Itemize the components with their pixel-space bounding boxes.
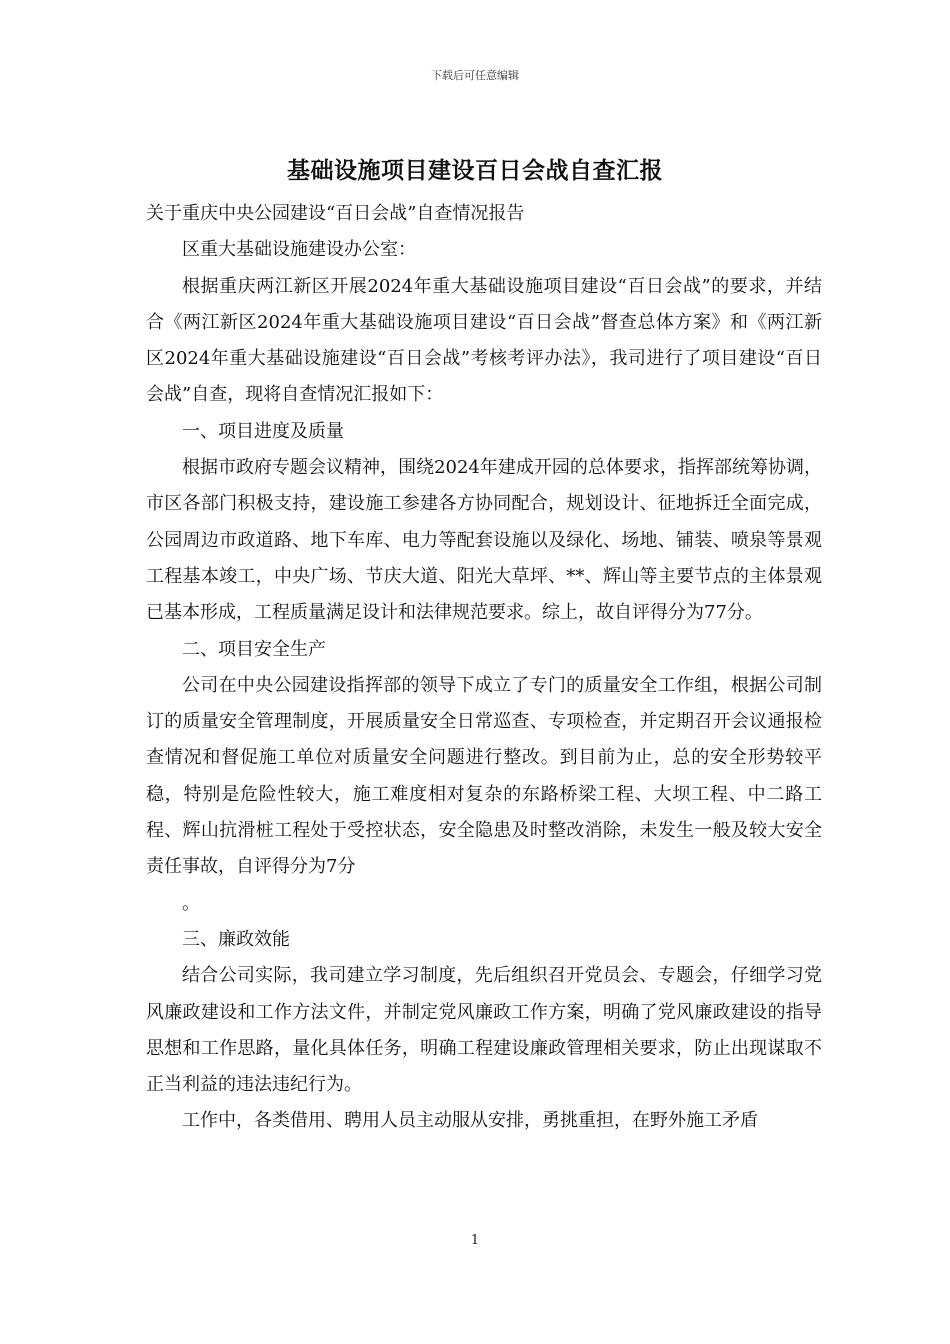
- document-title: 基础设施项目建设百日会战自查汇报: [287, 157, 663, 184]
- addressee: 区重大基础设施建设办公室：: [182, 239, 416, 261]
- page-number: 1: [470, 1233, 480, 1248]
- section-paragraph: 工作中，各类借用、聘用人员主动服从安排，勇挑重担，在野外施工矛盾: [182, 1110, 758, 1132]
- header-note: 下载后可任意编辑: [431, 69, 519, 82]
- intro-paragraph: 根据重庆两江新区开展2024年重大基础设施项目建设“百日会战”的要求，并结合《两江新区2024年重大基础设施项目建设“百日会战”督查总体方案》和《两江新区2024年重大基础设施建设“百日会战”考核考评办法》，我司进行了项目建设“百日会战”自查，现将自查情况汇报如下：: [146, 275, 822, 406]
- section-paragraph: 公司在中央公园建设指挥部的领导下成立了专门的质量安全工作组，根据公司制订的质量安全管理制度，开展质量安全日常巡查、专项检查，并定期召开会议通报检查情况和督促施工单位对质量安全问题进行整改。到目前为止，总的安全形势较平稳，特别是危险性较大，施工难度相对复杂的东路桥梁工程、大坝工程、中二路工程、辉山抗滑桩工程处于受控状态，安全隐患及时整改消除，未发生一般及较大安全责任事故，自评得分为7分: [146, 674, 822, 878]
- section-heading: 三、廉政效能: [182, 928, 290, 950]
- section-paragraph: 结合公司实际，我司建立学习制度，先后组织召开党员会、专题会，仔细学习党风廉政建设和工作方法文件，并制定党风廉政工作方案，明确了党风廉政建设的指导思想和工作思路，量化具体任务，明确工程建设廉政管理相关要求，防止出现谋取不正当利益的违法违纪行为。: [146, 965, 822, 1096]
- section-heading: 一、项目进度及质量: [182, 420, 344, 442]
- document-subtitle: 关于重庆中央公园建设“百日会战”自查情况报告: [146, 203, 525, 224]
- section-paragraph: 根据市政府专题会议精神，围绕2024年建成开园的总体要求，指挥部统筹协调，市区各部门积极支持，建设施工参建各方协同配合，规划设计、征地拆迁全面完成，公园周边市政道路、地下车库、电力等配套设施以及绿化、场地、铺装、喷泉等景观工程基本竣工，中央广场、节庆大道、阳光大草坪、**、辉山等主要节点的主体景观已基本形成，工程质量满足设计和法律规范要求。综上，故自评得分为77分。: [146, 457, 822, 624]
- section-paragraph: 。: [182, 892, 200, 914]
- section-heading: 二、项目安全生产: [182, 638, 326, 660]
- document-body: [146, 196, 822, 1140]
